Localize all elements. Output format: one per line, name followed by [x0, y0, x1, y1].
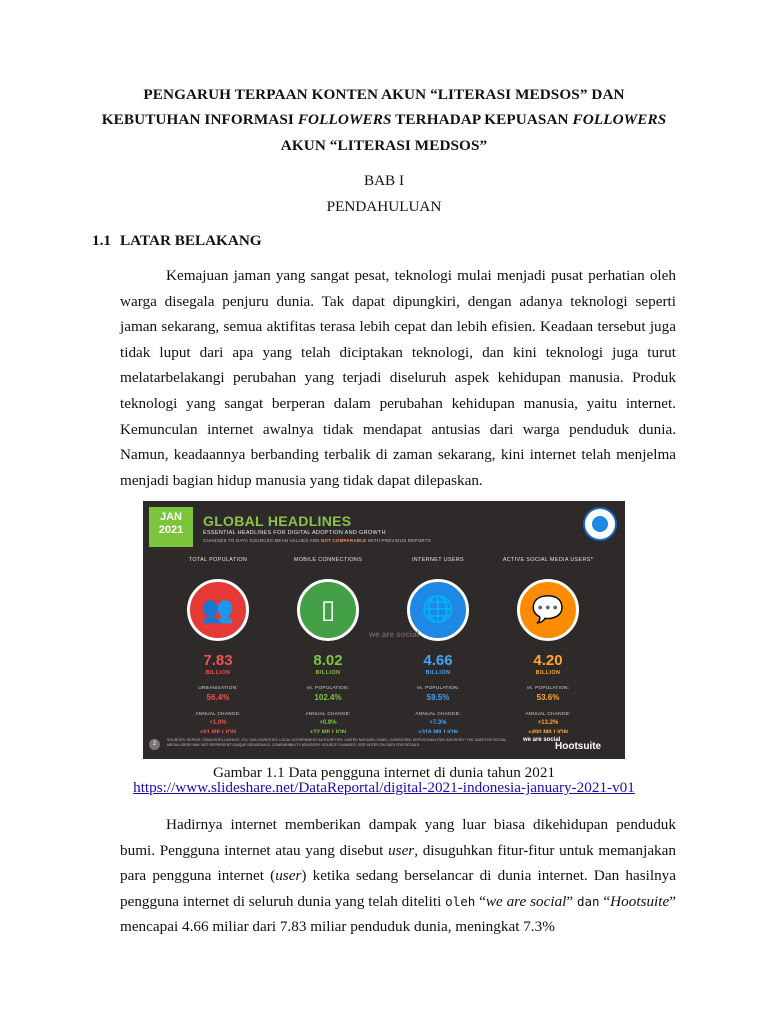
paragraph-2-text: “ — [475, 892, 486, 910]
stat-column-mobile — [275, 557, 381, 737]
chat-bubbles-icon: 💬 — [517, 579, 579, 641]
mobile-phone-icon: ▯ — [297, 579, 359, 641]
change-percent: +7.3% — [429, 720, 447, 726]
paragraph-2-text: ” mencapai 4.66 miliar dari 7.83 miliar penduduk dunia, meningkat 7.3% — [120, 892, 676, 936]
globe-icon: 🌐 — [407, 579, 469, 641]
infographic-note — [203, 538, 431, 543]
stat-column-internet — [385, 557, 491, 737]
source-link[interactable]: https://www.slideshare.net/DataReportal/digital-2021-indonesia-january-2021-v01 — [133, 779, 635, 796]
stat-column-social-media — [495, 557, 601, 737]
column-label: INTERNET USERS — [411, 557, 465, 563]
date-year: 2021 — [158, 524, 184, 536]
infographic-title: GLOBAL HEADLINES — [203, 513, 352, 529]
hootsuite-logo: Hootsuite — [555, 741, 602, 752]
column-value: 8.02 — [313, 652, 343, 669]
chapter-label: BAB I — [363, 172, 405, 189]
title-line-1: PENGARUH TERPAAN KONTEN AKUN “LITERASI MEDSOS” DAN — [143, 86, 625, 103]
chapter-name: PENDAHULUAN — [326, 198, 442, 215]
stat-label: vs. POPULATION: — [416, 686, 460, 691]
title-text: KEBUTUHAN INFORMASI — [101, 111, 298, 128]
sources-text: SOURCES: KEPIOS; GSMA INTELLIGENCE; ITU; GWI; EUROSTAT; LOCAL GOVERNMENT AUTHORITIES; UNITED NATIONS; CNNIC; COMSCORE; KEPIOS ANALYSIS. ADVISORY: THE DATA FOR SOCIAL MEDIA USERS MAY NOT REPRESENT UNIQUE INDIVIDUALS. COMPARABILITY ADVISORY: SOURCE CHANGES. SEE NOTES ON DATA FOR DETAILS. — [167, 738, 507, 747]
column-unit: BILLION — [315, 670, 341, 676]
paragraph-1-text: Kemajuan jaman yang sangat pesat, teknologi mulai menjadi pusat perhatian oleh warga disegala penjuru dunia. Tak dapat dipungkiri, dengan adanya teknologi seperti jaman sekarang, semua aktifitas terasa lebih cepat dan lebih efisien. Keadaan tersebut juga tidak luput dari apa yang telah diciptakan teknologi, dan kini teknologi juga turut melatarbelakangi perubahan yang terjadi diseluruh aspek kehidupan manusia. Produk teknologi yang sangat berperan dalam perubahan kehidupan manusia, yaitu internet. Kemunculan internet awalnya tidak mendapat antusias dari warga penduduk dunia. Namun, keadaannya berbanding terbalik di zaman sekarang, kini internet telah menjelma menjadi bagian hidup manusia yang tidak dapat dilepaskan. — [120, 267, 676, 489]
mono-word: oleh — [445, 893, 476, 909]
column-label: MOBILE CONNECTIONS — [293, 557, 363, 563]
column-value: 4.66 — [423, 652, 453, 669]
section-title: LATAR BELAKANG — [120, 232, 262, 249]
global-data-logo-icon — [583, 507, 617, 541]
stat-value: 53.6% — [536, 693, 560, 702]
mono-word: dan — [577, 893, 600, 909]
paragraph-2-text: , disuguhkan fitur-fitur untuk memanjakan para pengguna internet ( — [120, 841, 676, 885]
section-number: 1.1 — [92, 232, 111, 249]
change-percent: +13.2% — [537, 720, 559, 726]
stat-value: 59.5% — [426, 693, 450, 702]
stat-label: URBANISATION: — [198, 686, 238, 691]
italic-term: user — [388, 841, 415, 859]
change-label: ANNUAL CHANGE: — [195, 712, 241, 717]
paragraph-2 — [120, 812, 676, 940]
italic-term: Hootsuite — [610, 892, 670, 910]
title-line-3: AKUN “LITERASI MEDSOS” — [280, 137, 488, 154]
change-percent: +1.0% — [209, 720, 227, 726]
people-icon: 👥 — [187, 579, 249, 641]
global-headlines-infographic — [143, 501, 625, 759]
page-number-badge: 2 — [149, 739, 160, 750]
paragraph-1 — [120, 263, 676, 493]
paragraph-2-text: Hadirnya internet memberikan dampak yang luar biasa dikehidupan penduduk bumi. Pengguna internet atau yang disebut — [120, 816, 676, 859]
section-heading — [92, 232, 262, 250]
stat-label: vs. POPULATION: — [306, 686, 350, 691]
column-unit: BILLION — [535, 670, 561, 676]
column-value: 7.83 — [203, 652, 233, 669]
infographic-subtitle: ESSENTIAL HEADLINES FOR DIGITAL ADOPTION AND GROWTH — [203, 530, 386, 536]
column-unit: BILLION — [425, 670, 451, 676]
stat-value: 56.4% — [206, 693, 230, 702]
we-are-social-logo: we are social — [523, 737, 561, 743]
change-label: ANNUAL CHANGE: — [415, 712, 461, 717]
title-text: TERHADAP KEPUASAN — [391, 111, 573, 128]
we-are-social-watermark: we are social — [369, 630, 419, 639]
title-italic: FOLLOWERS — [572, 111, 667, 128]
column-label: ACTIVE SOCIAL MEDIA USERS* — [502, 557, 594, 563]
title-italic: FOLLOWERS — [297, 111, 392, 128]
note-text: WITH PREVIOUS REPORTS — [366, 538, 431, 543]
column-label: TOTAL POPULATION — [188, 557, 248, 563]
italic-term: user — [275, 867, 302, 885]
italic-term: we are social — [485, 892, 567, 910]
stat-value: 102.4% — [314, 693, 342, 702]
column-unit: BILLION — [205, 670, 231, 676]
date-month: JAN — [159, 511, 182, 523]
figure-caption: Gambar 1.1 Data pengguna internet di dunia tahun 2021 — [212, 764, 556, 781]
change-label: ANNUAL CHANGE: — [305, 712, 351, 717]
change-percent: +0.9% — [319, 720, 337, 726]
note-text: CHANGES TO DATA SOURCES MEAN VALUES ARE — [203, 538, 321, 543]
column-value: 4.20 — [533, 652, 563, 669]
paragraph-2-text: ) ketika sedang berselancar di dunia internet. Dan hasilnya pengguna internet di seluruh dunia yang telah diteliti — [120, 867, 677, 910]
paragraph-2-text: ” — [566, 892, 577, 910]
date-badge — [149, 507, 193, 547]
title-line-2 — [0, 111, 768, 129]
note-highlight: NOT COMPARABLE — [320, 538, 367, 543]
paragraph-2-text: “ — [599, 892, 611, 910]
change-label: ANNUAL CHANGE: — [525, 712, 571, 717]
stat-label: vs. POPULATION: — [526, 686, 570, 691]
stat-column-population — [165, 557, 271, 737]
